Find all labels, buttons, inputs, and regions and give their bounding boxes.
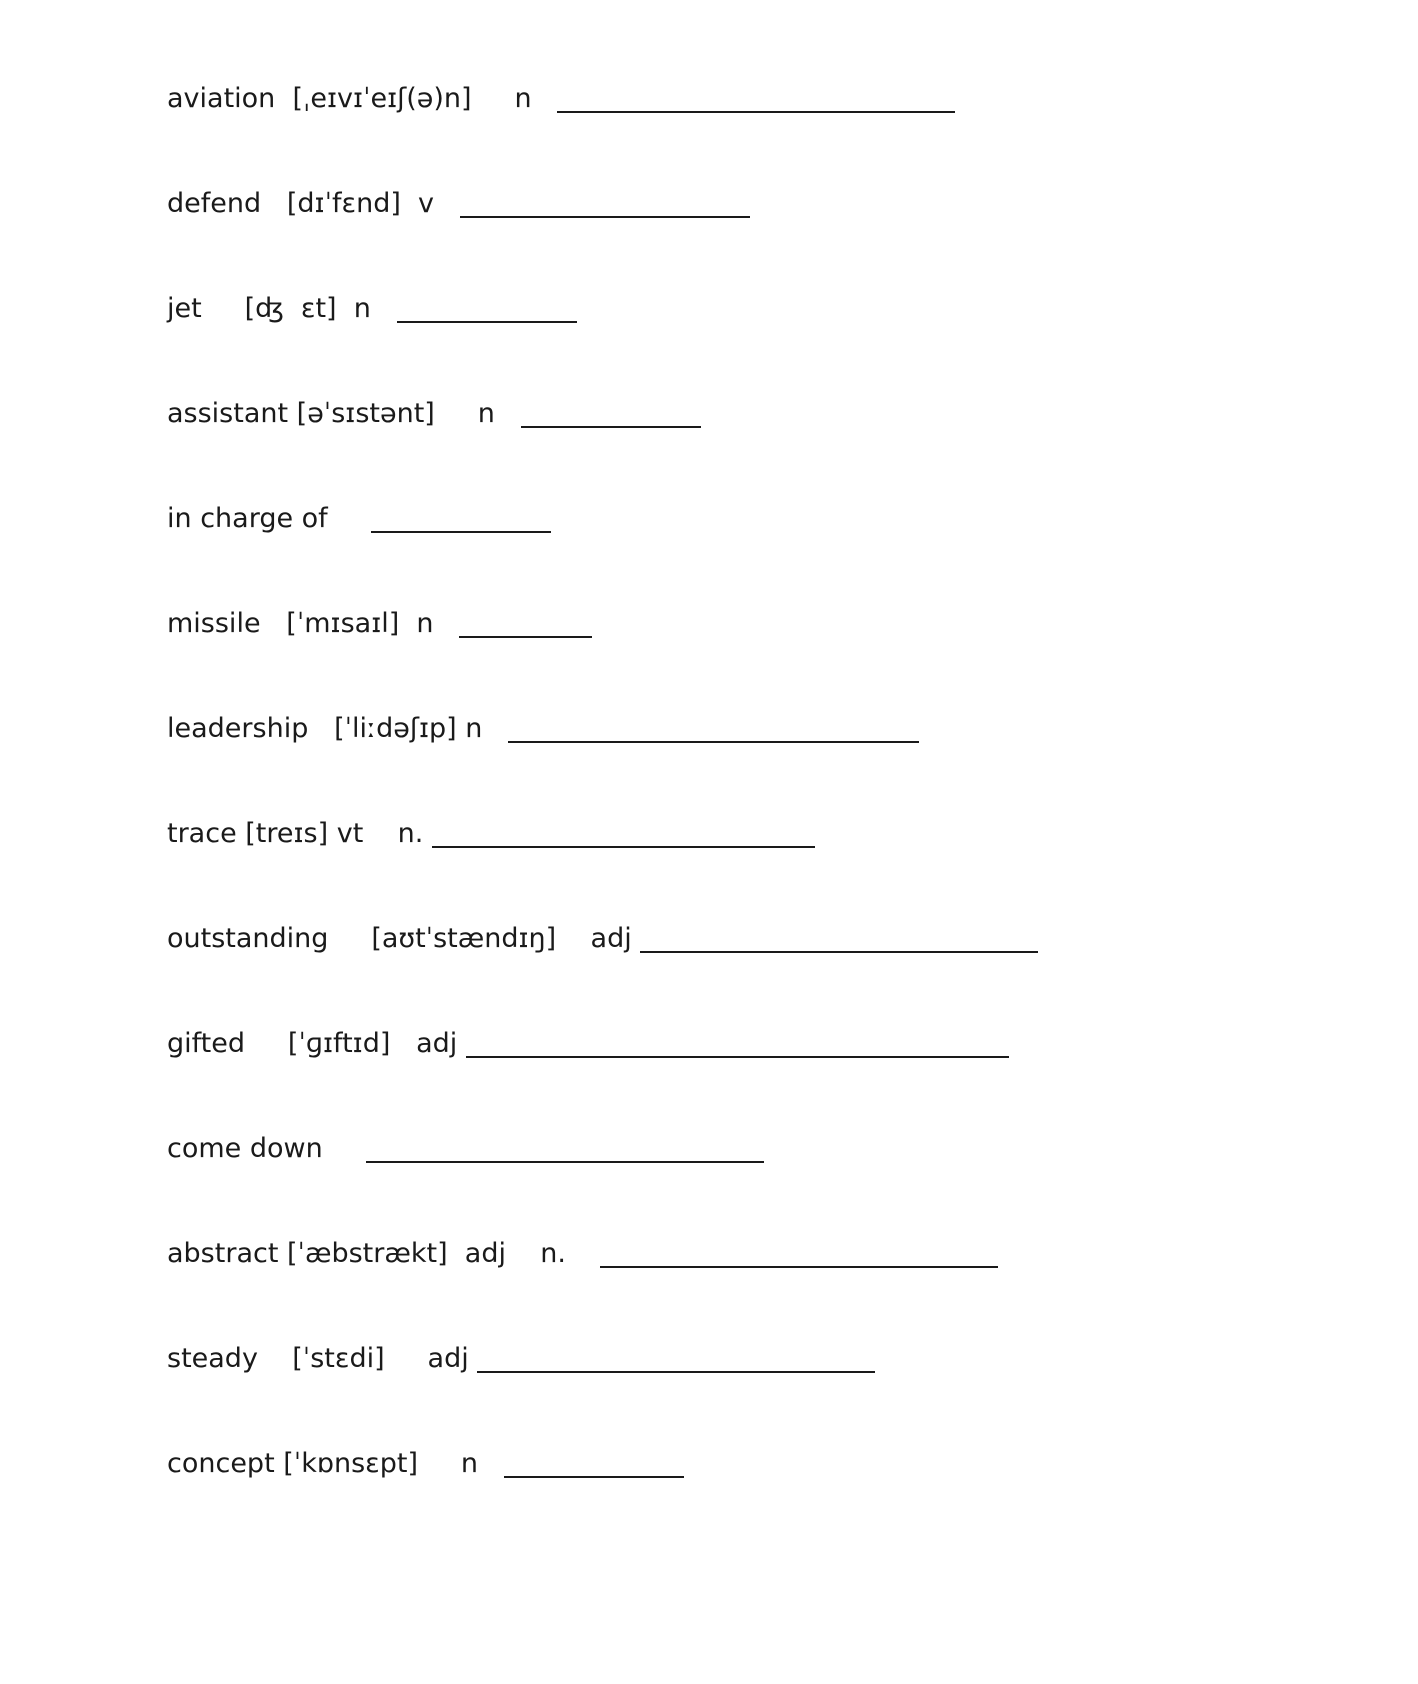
vocab-entry-in-charge-of — [167, 499, 551, 539]
answer-blank[interactable] — [508, 717, 919, 743]
answer-blank[interactable] — [459, 612, 592, 638]
entry-text: concept [ˈkɒnsɛpt] n — [167, 1448, 504, 1479]
entry-text: steady [ˈstɛdi] adj — [167, 1343, 478, 1374]
entry-text: leadership [ˈliːdəʃɪp] n — [167, 713, 509, 744]
entry-text: in charge of — [167, 503, 371, 534]
answer-blank[interactable] — [371, 507, 551, 533]
answer-blank[interactable] — [640, 927, 1038, 953]
vocab-entry-jet — [167, 289, 577, 329]
entry-text: gifted [ˈɡɪftɪd] adj — [167, 1028, 466, 1059]
answer-blank[interactable] — [366, 1137, 764, 1163]
vocab-entry-defend — [167, 184, 750, 224]
vocab-entry-abstract — [167, 1234, 998, 1274]
entry-text: defend [dɪˈfɛnd] v — [167, 188, 460, 219]
vocab-entry-assistant — [167, 394, 701, 434]
answer-blank[interactable] — [600, 1242, 998, 1268]
entry-text: outstanding [aʊtˈstændɪŋ] adj — [167, 923, 641, 954]
vocab-entry-trace — [167, 814, 815, 854]
entry-text: aviation [ˌeɪvɪˈeɪʃ(ə)n] n — [167, 83, 558, 114]
answer-blank[interactable] — [466, 1032, 1009, 1058]
vocab-entry-steady — [167, 1339, 875, 1379]
answer-blank[interactable] — [557, 87, 955, 113]
entry-text: abstract [ˈæbstrækt] adj n. — [167, 1238, 601, 1269]
entry-text: missile [ˈmɪsaɪl] n — [167, 608, 460, 639]
vocab-entry-missile — [167, 604, 592, 644]
answer-blank[interactable] — [504, 1452, 684, 1478]
entry-text: come down — [167, 1133, 366, 1164]
answer-blank[interactable] — [432, 822, 815, 848]
vocab-entry-aviation — [167, 79, 955, 119]
vocab-entry-leadership — [167, 709, 919, 749]
vocab-entry-gifted — [167, 1024, 1009, 1064]
answer-blank[interactable] — [397, 297, 577, 323]
answer-blank[interactable] — [460, 192, 750, 218]
answer-blank[interactable] — [477, 1347, 875, 1373]
answer-blank[interactable] — [521, 402, 701, 428]
vocab-entry-come-down — [167, 1129, 764, 1169]
entry-text: trace [treɪs] vt n. — [167, 818, 432, 849]
entry-text: jet [ʤ ɛt] n — [167, 293, 397, 324]
vocab-entry-concept — [167, 1444, 684, 1484]
entry-text: assistant [əˈsɪstənt] n — [167, 398, 521, 429]
vocab-entry-outstanding — [167, 919, 1038, 959]
